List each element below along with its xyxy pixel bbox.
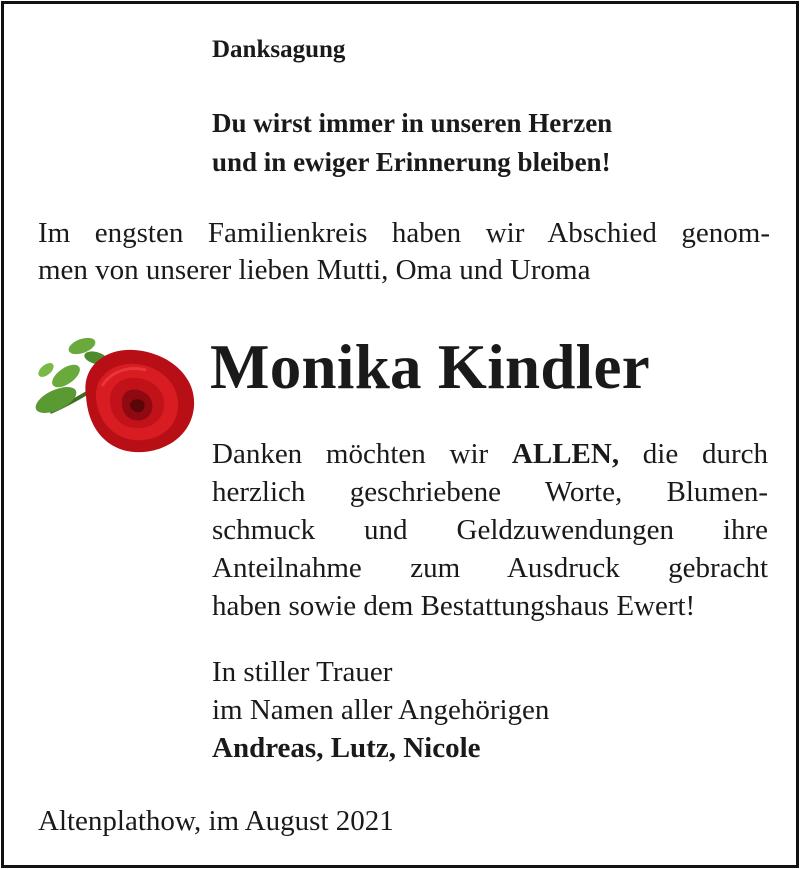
motto-line-2: und in ewiger Erinnerung bleiben!	[212, 147, 611, 177]
closing-line-2: im Namen aller Angehörigen	[212, 694, 550, 726]
rose-icon	[26, 326, 202, 458]
notice-heading: Danksagung	[212, 36, 346, 63]
closing-line-1: In stiller Trauer	[212, 656, 393, 688]
intro-line-2: men von unserer lieben Mutti, Oma und Uroma	[38, 254, 591, 286]
rose-leaf	[36, 360, 56, 379]
signatories: Andreas, Lutz, Nicole	[212, 732, 481, 764]
thanks-line-2: herzlich geschriebene Worte, Blumen-	[212, 476, 768, 508]
rose-leaf	[48, 360, 83, 391]
place-date: Altenplathow, im August 2021	[38, 805, 394, 837]
rose-leaf	[32, 382, 80, 419]
thanks-line-1-end: die durch	[619, 438, 768, 470]
thanks-line-1-start: Danken möchten wir	[212, 438, 512, 470]
thanks-line-5: haben sowie dem Bestattungshaus Ewert!	[212, 590, 696, 622]
obituary-notice	[1, 1, 799, 868]
thanks-line-4: Anteilnahme zum Ausdruck gebracht	[212, 552, 768, 584]
thanks-line-1-emphasis: ALLEN,	[511, 438, 620, 470]
deceased-name: Monika Kindler	[210, 332, 651, 402]
intro-line-1: Im engsten Familienkreis haben wir Abschied genom-	[38, 217, 770, 249]
motto-line-1: Du wirst immer in unseren Herzen	[212, 108, 613, 138]
thanks-line-1	[212, 438, 768, 471]
thanks-line-3: schmuck und Geldzuwendungen ihre	[212, 514, 768, 546]
